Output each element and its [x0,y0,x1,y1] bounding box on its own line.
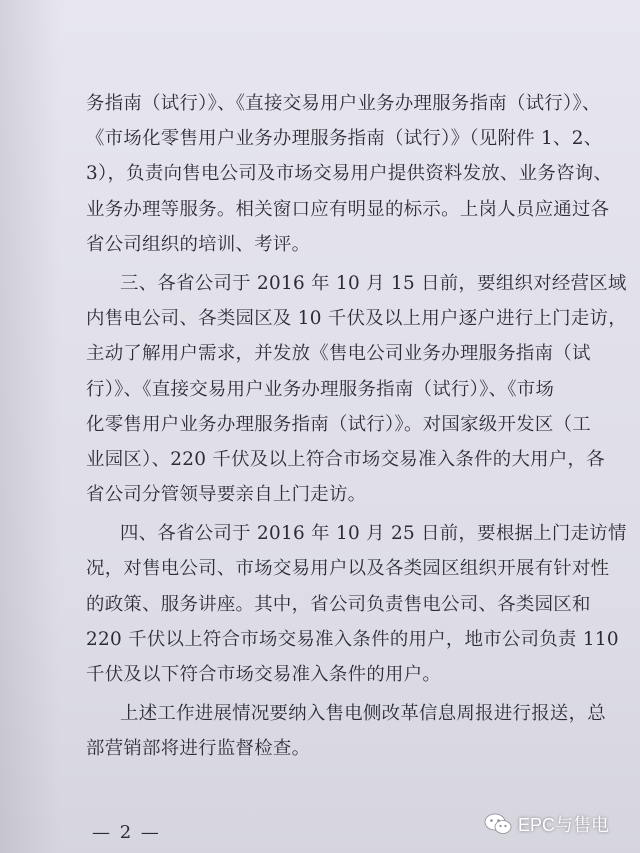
document-body [86,86,627,767]
watermark-label: EPC与售电 [518,815,610,835]
text-line: 况，对售电公司、市场交易用户以及各类园区组织开展有针对性 [86,558,610,580]
page-number: — 2 — [92,822,161,843]
text-line: 主动了解用户需求，并发放《售电公司业务办理服务指南（试 [86,343,591,365]
text-line: 省公司分管领导要亲自上门走访。 [86,484,367,506]
text-line: 业务办理等服务。相关窗口应有明显的标示。上岗人员应通过各 [86,198,610,220]
text-line: 千伏及以下符合市场交易准入条件的用户。 [86,664,442,685]
paragraph-three-start: 三、各省公司于 2016 年 10 月 15 日前，要组织对经营区域 [120,272,627,294]
text-line: 化零售用户业务办理服务指南（试行）》。对国家级开发区（工 [86,413,591,435]
text-line: 省公司组织的培训、考评。 [86,233,311,255]
wechat-icon [484,812,512,836]
text-line: 务指南（试行）》、《直接交易用户业务办理服务指南（试行）》、 [86,93,601,114]
text-line: 《市场化零售用户业务办理服务指南（试行）》（见附件 1、2、 [86,128,603,150]
text-line: 业园区）、220 千伏及以上符合市场交易准入条件的大用户，各 [86,448,605,470]
text-line: 行）》、《直接交易用户业务办理服务指南（试行）》、《市场 [86,378,555,400]
paragraph-summary-start: 上述工作进展情况要纳入售电侧改革信息周报进行报送，总 [120,703,606,725]
text-line: 220 千伏以上符合市场交易准入条件的用户，地市公司负责 110 [86,628,619,650]
paragraph-four-start: 四、各省公司于 2016 年 10 月 25 日前，要根据上门走访情 [120,523,627,545]
text-line: 部营销部将进行监督检查。 [86,738,311,760]
text-line: 内售电公司、各类园区及 10 千伏及以上用户逐户进行上门走访， [86,308,627,330]
text-line: 3），负责向售电公司及市场交易用户提供资料发放、业务咨询、 [86,163,613,185]
text-line: 的政策、服务讲座。其中，省公司负责售电公司、各类园区和 [86,593,591,615]
watermark [484,809,609,839]
